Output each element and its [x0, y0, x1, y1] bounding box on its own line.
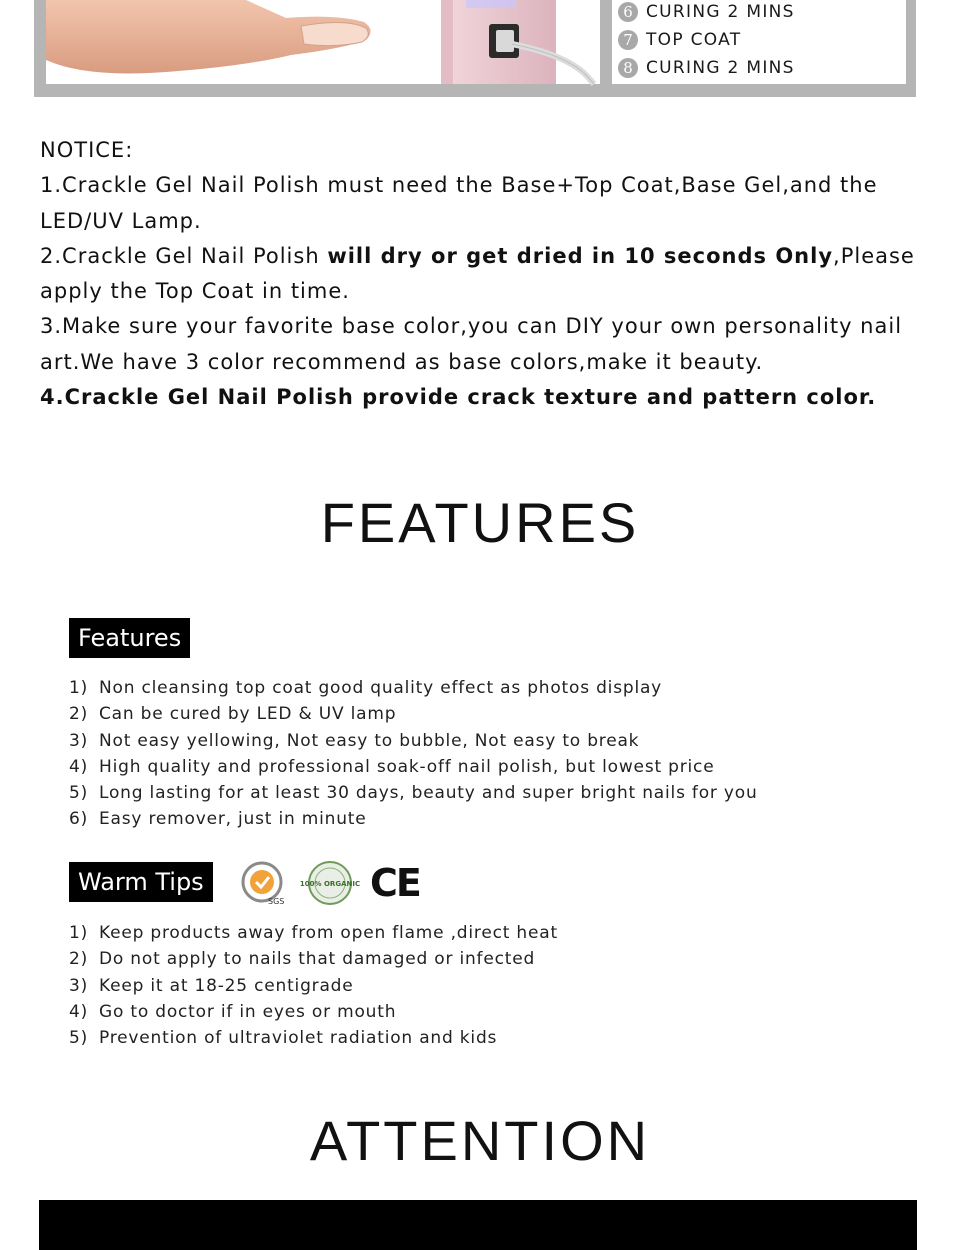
- organic-label: 100% ORGANIC: [299, 880, 361, 888]
- notice-item-3: 3.Make sure your favorite base color,you can DIY your own personality nail art.We have 3 color recommend as base colors,make it beauty.: [40, 314, 903, 374]
- list-item: [69, 1025, 558, 1051]
- list-item-text: High quality and professional soak-off nail polish, but lowest price: [99, 756, 715, 777]
- step-number: 7: [618, 30, 638, 50]
- notice-item-2-end: ,Please apply the Top Coat in time.: [40, 243, 915, 304]
- attention-heading: ATTENTION: [309, 1109, 651, 1172]
- hand-with-lamp-illustration: [46, 0, 600, 84]
- list-item-text: Prevention of ultraviolet radiation and kids: [99, 1028, 498, 1049]
- step-row: [618, 28, 741, 52]
- list-item-number: 3): [69, 975, 89, 996]
- list-item-text: Long lasting for at least 30 days, beauty and super bright nails for you: [99, 783, 758, 804]
- list-item-number: 1): [69, 678, 89, 698]
- list-item-text: Do not apply to nails that damaged or infected: [99, 949, 536, 970]
- step-number: 8: [618, 58, 638, 78]
- warm-tips-badge: Warm Tips: [69, 862, 213, 902]
- list-item-text: Can be cured by LED & UV lamp: [99, 704, 397, 725]
- organic-certification-icon: [299, 860, 361, 906]
- notice-item-2: [40, 239, 930, 310]
- features-heading: FEATURES: [320, 491, 640, 554]
- step-label: CURING 2 MINS: [646, 2, 795, 22]
- list-item: [69, 946, 558, 972]
- list-item-number: 4): [69, 756, 89, 777]
- warm-tips-list: [69, 920, 558, 1051]
- step-row: [618, 0, 795, 24]
- list-item: [69, 999, 558, 1025]
- list-item-number: 4): [69, 1001, 89, 1022]
- notice-title: NOTICE:: [40, 138, 134, 162]
- step-label: TOP COAT: [646, 30, 742, 50]
- step-row: [618, 56, 795, 80]
- step-number: 6: [618, 2, 638, 22]
- list-item-number: 5): [69, 1028, 89, 1049]
- list-item: [69, 780, 758, 806]
- ce-mark-icon: CE: [370, 861, 420, 905]
- list-item-text: Go to doctor if in eyes or mouth: [99, 1001, 397, 1022]
- features-badge: Features: [69, 618, 190, 658]
- list-item-number: 2): [69, 949, 89, 970]
- list-item: [69, 754, 758, 780]
- list-item: [69, 728, 758, 754]
- notice-item-4: [40, 380, 930, 415]
- list-item: [69, 701, 758, 727]
- notice-item-2-emphasis: will dry or get dried in 10 seconds Only: [327, 243, 834, 268]
- list-item-number: 5): [69, 783, 89, 804]
- list-item-number: 3): [69, 730, 89, 751]
- step-label: CURING 2 MINS: [646, 58, 795, 78]
- list-item-number: 1): [69, 923, 89, 943]
- notice-section: [40, 133, 930, 415]
- list-item-number: 2): [69, 704, 89, 725]
- notice-item-4-text: 4.Crackle Gel Nail Polish provide crack texture and pattern color.: [40, 385, 877, 410]
- list-item: [69, 920, 558, 946]
- list-item: [69, 806, 758, 832]
- list-item-text: Keep products away from open flame ,direct heat: [99, 923, 558, 943]
- list-item: [69, 675, 758, 701]
- steps-panel: [612, 0, 906, 84]
- attention-banner: [39, 1200, 917, 1250]
- list-item: [69, 973, 558, 999]
- list-item-text: Easy remover, just in minute: [99, 809, 367, 830]
- list-item-number: 6): [69, 809, 89, 830]
- notice-item-1: 1.Crackle Gel Nail Polish must need the Base+Top Coat,Base Gel,and the LED/UV Lamp.: [40, 173, 878, 233]
- features-list: [69, 675, 758, 833]
- list-item-text: Keep it at 18-25 centigrade: [99, 975, 354, 996]
- sgs-label: SGS: [268, 897, 285, 906]
- list-item-text: Non cleansing top coat good quality effect as photos display: [99, 678, 663, 698]
- sgs-certification-icon: [240, 860, 288, 906]
- nail-lamp-photo: [46, 0, 600, 84]
- notice-item-2-start: 2.Crackle Gel Nail Polish: [40, 243, 328, 268]
- list-item-text: Not easy yellowing, Not easy to bubble, Not easy to break: [99, 730, 640, 751]
